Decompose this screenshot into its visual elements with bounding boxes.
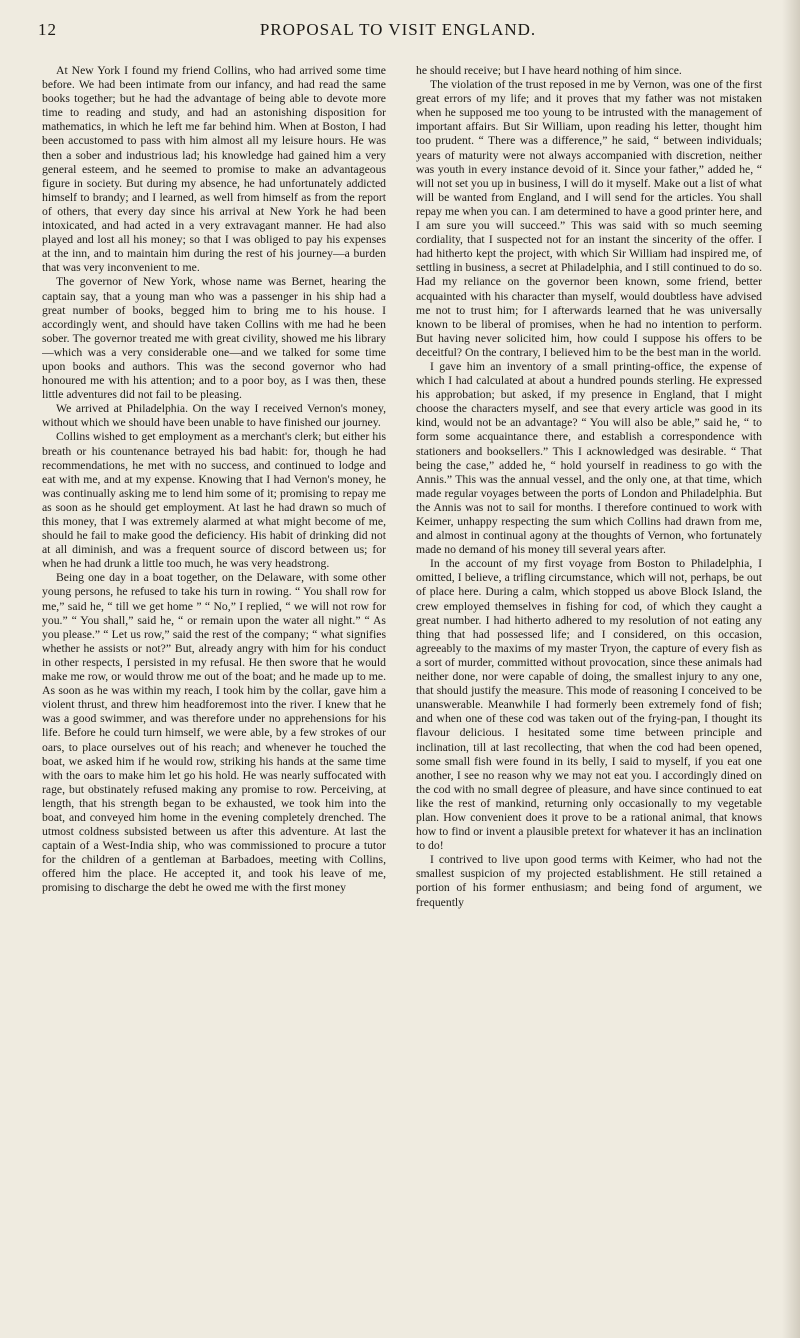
running-title: PROPOSAL TO VISIT ENGLAND. — [259, 20, 537, 39]
right-column — [416, 64, 762, 1332]
paragraph: We arrived at Philadelphia. On the way I received Vernon's money, without which we should have been unable to have finished our journey. — [42, 402, 386, 430]
left-column — [42, 64, 386, 1332]
paragraph: Collins wished to get employment as a merchant's clerk; but either his breath or his countenance betrayed his bad habit: for, though he had recommendations, he met with no success, and continued to lodge and eat with me, and at my expense. Knowing that I had Vernon's money, he was continually asking me to lend him some of it; promising to repay me as soon as he should get employment. At last he had drawn so much of this money, that I was extremely alarmed at what might become of me, should he fail to make good the deficiency. His habit of drinking did not at all diminish, and was a frequent source of discord between us; for when he had drunk a little too much, he was very headstrong. — [42, 430, 386, 571]
paragraph: Being one day in a boat together, on the Delaware, with some other young persons, he refused to take his turn in rowing. “ You shall row for me,” said he, “ till we get home ” “ No,” I replied, “ we will not row for you.” “ You shall,” said he, “ or remain upon the water all night.” “ As you please.” “ Let us row,” said the rest of the company; “ what signifies whether he assists or not?” But, already angry with him for his conduct in other respects, I persisted in my refusal. He then swore that he would make me row, or would throw me out of the boat; and he made up to me. As soon as he was within my reach, I took him by the collar, gave him a violent thrust, and threw him headforemost into the river. I knew that he was a good swimmer, and was therefore under no apprehensions for his life. Before he could turn himself, we were able, by a few strokes of our oars, to place ourselves out of his reach; and whenever he touched the boat, we asked him if he would row, striking his hands at the same time with the oars to make him let go his hold. He was nearly suffocated with rage, but obstinately refused making any promise to row. Perceiving, at length, that his strength began to be exhausted, we took him into the boat, and conveyed him home in the evening completely drenched. The utmost coldness subsisted between us after this adventure. At last the captain of a West-India ship, who was commissioned to procure a tutor for the children of a gentleman at Barbadoes, meeting with Collins, offered him the place. He accepted it, and took his leave of me, promising to discharge the debt he owed me with the first money — [42, 571, 386, 895]
paragraph: At New York I found my friend Collins, who had arrived some time before. We had been intimate from our infancy, and had read the same books together; but he had the advantage of being able to devote more time to reading and study, and had an astonishing disposition for mathematics, in which he left me far behind him. When at Boston, I had been accustomed to pass with him almost all my leisure hours. He was then a sober and industrious lad; his knowledge had gained him a very general esteem, and he seemed to promise to make an advantageous figure in society. But during my absence, he had unfortunately addicted himself to brandy; and I learned, as well from himself as from the report of others, that every day since his arrival at New York he had been intoxicated, and had acted in a very extravagant manner. He had also played and lost all his money; so that I was obliged to pay his expenses at the inn, and to maintain him during the rest of his journey—a burden that was very inconvenient to me. — [42, 64, 386, 275]
paragraph: The governor of New York, whose name was Bernet, hearing the captain say, that a young man who was a passenger in his ship had a great number of books, begged him to bring me to his house. I accordingly went, and should have taken Collins with me had he been sober. The governor treated me with great civility, showed me his library—which was a very considerable one—and we talked for some time upon books and authors. This was the second governor who had honoured me with his attention; and to a poor boy, as I was then, these little adventures did not fail to be pleasing. — [42, 275, 386, 402]
paragraph: I contrived to live upon good terms with Keimer, who had not the smallest suspicion of my projected establishment. He still retained a portion of his former enthusiasm; and being fond of argument, we frequently — [416, 853, 762, 909]
page-number: 12 — [38, 20, 57, 39]
paragraph: In the account of my first voyage from Boston to Philadelphia, I omitted, I believe, a trifling circumstance, which will not, perhaps, be out of place here. During a calm, which stopped us above Block Island, the crew employed themselves in fishing for cod, of which they caught a great number. I had hitherto adhered to my resolution of not eating any thing that had possessed life; and I considered, on this occasion, agreeably to the maxims of my master Tryon, the capture of every fish as a sort of murder, committed without provocation, since these animals had neither done, nor were capable of doing, the smallest injury to any one, that should justify the measure. This mode of reasoning I conceived to be unanswerable. Meanwhile I had formerly been extremely fond of fish; and when one of these cod was taken out of the frying-pan, I thought its flavour delicious. I hesitated some time between principle and inclination, till at last recollecting, that when the cod had been opened, some small fish were found in its belly, I said to myself, if you eat one another, I see no reason why we may not eat you. I accordingly dined on the cod with no small degree of pleasure, and have since continued to eat like the rest of mankind, returning only occasionally to my vegetable plan. How convenient does it prove to be a rational animal, that knows how to find or invent a plausible pretext for whatever it has an inclination to do! — [416, 557, 762, 853]
paragraph: I gave him an inventory of a small printing-office, the expense of which I had calculated at about a hundred pounds sterling. He expressed his approbation; but asked, if my presence in England, that I might choose the characters myself, and see that every article was good in its kind, would not be an advantage? “ You will also be able,” said he, “ to form some acquaintance there, and establish a correspondence with stationers and booksellers.” This I acknowledged was desirable. “ That being the case,” added he, “ hold yourself in readiness to go with the Annis.” This was the annual vessel, and the only one, at that time, which made regular voyages between the ports of London and Philadelphia. But the Annis was not to sail for months. I therefore continued to work with Keimer, unhappy respecting the sum which Collins had drawn from me, and almost in continual agony at the thoughts of Vernon, who fortunately made no demand of his money till several years after. — [416, 359, 762, 557]
paragraph: The violation of the trust reposed in me by Vernon, was one of the first great errors of my life; and it proves that my father was not mistaken when he supposed me too young to be intrusted with the management of important affairs. But Sir William, upon reading his letter, thought him too prudent. “ There was a difference,” he said, “ between individuals; years of maturity were not always accompanied with discretion, neither was youth in every instance devoid of it. Since your father,” added he, “ will not set you up in business, I will do it myself. Make out a list of what will be wanted from England, and I will send for the articles. You shall repay me when you can. I am determined to have a good printer here, and I am sure you will succeed.” This was said with so much seeming cordiality, that I suspected not for an instant the sincerity of the offer. I had hitherto kept the project, with which Sir William had inspired me, of settling in business, a secret at Philadelphia, and I still continued to do so. Had my reliance on the governor been known, some friend, better acquainted with his character than myself, would doubtless have advised me not to trust him; for I afterwards learned that he was universally known to be liberal of promises, when he had no intention to perform. But having never solicited him, how could I suppose his offers to be deceitful? On the contrary, I believed him to be the best man in the world. — [416, 78, 762, 359]
paragraph-continued: he should receive; but I have heard nothing of him since. — [416, 64, 682, 77]
page-edge-shadow — [782, 0, 800, 1338]
page-header — [38, 20, 758, 44]
